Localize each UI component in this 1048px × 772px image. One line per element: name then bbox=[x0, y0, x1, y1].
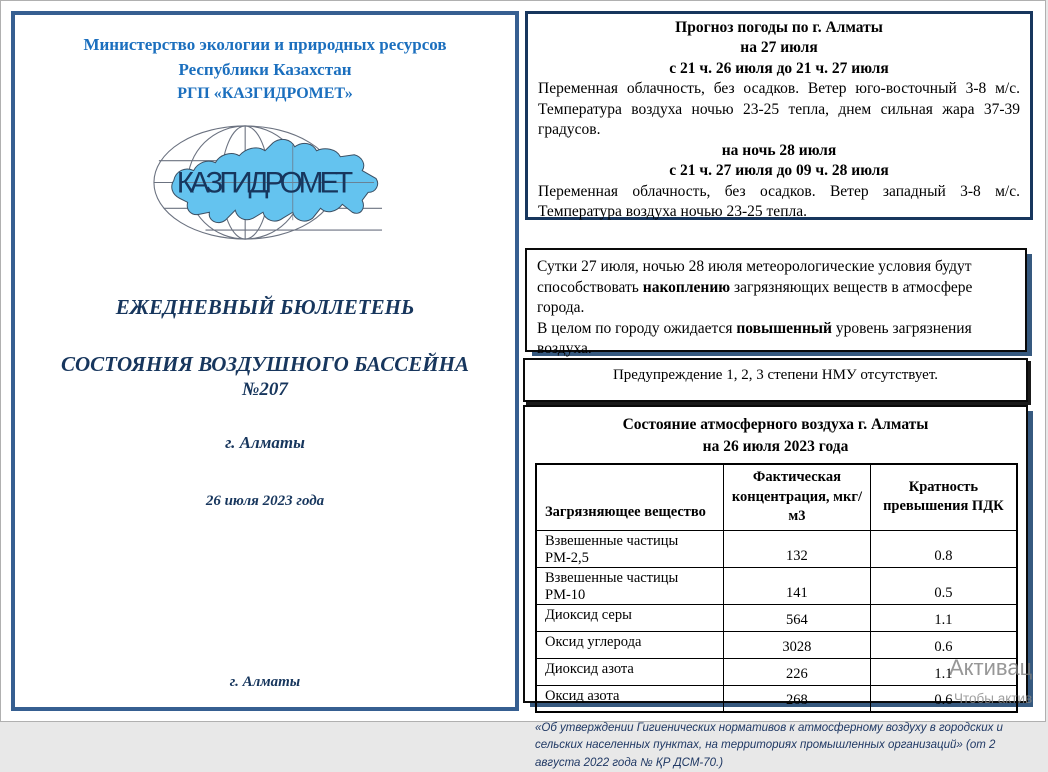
table-header-row bbox=[536, 464, 1017, 530]
meteo-p2-text-end: уровень загрязнения воздуха. bbox=[537, 319, 972, 358]
header-exceedance: Кратность превышения ПДК bbox=[870, 464, 1017, 530]
forecast-body-day: Переменная облачность, без осадков. Ветер юго-восточный 3-8 м/с. Температура воздуха ночью 23-25 тепла, днем сильная жара 37-39 градусов. bbox=[538, 80, 1020, 139]
air-quality-title-line1: Состояние атмосферного воздуха г. Алматы bbox=[622, 416, 929, 433]
exceedance-value: 0.5 bbox=[870, 567, 1017, 604]
bulletin-city: г. Алматы bbox=[225, 432, 305, 452]
meteo-conditions-box bbox=[525, 248, 1027, 358]
meteo-p1-emphasis: накоплению bbox=[642, 278, 731, 296]
air-quality-title-line2: на 26 июля 2023 года bbox=[702, 438, 849, 455]
air-quality-box bbox=[523, 405, 1028, 769]
bulletin-date: 26 июля 2023 года bbox=[205, 492, 325, 509]
meteo-p2-text: В целом по городу ожидается bbox=[537, 319, 737, 337]
regulation-footnote: «Об утверждении Гигиенических нормативов к атмосферному воздуху в городских и сельских населенных пунктах, на территориях промышленных организаций» (от 2 августа 2022 года № ҚР ДСМ-70.) bbox=[535, 722, 1003, 769]
globe-map-icon bbox=[146, 121, 384, 245]
nmu-warning-box bbox=[523, 358, 1028, 402]
substance-name: Оксид углерода bbox=[536, 631, 724, 658]
ministry-header bbox=[15, 33, 515, 105]
substance-name: Диоксид серы bbox=[536, 604, 724, 631]
concentration-value: 132 bbox=[724, 530, 871, 567]
meteo-p1-text-end: загрязняющих веществ в атмосфере города. bbox=[537, 278, 973, 317]
meteo-paragraph-2 bbox=[537, 319, 1015, 360]
air-quality-title bbox=[525, 407, 1026, 458]
logo-text: КАЗГИДРОМЕТ bbox=[176, 166, 354, 200]
weather-forecast-box bbox=[525, 11, 1033, 220]
substance-name: Оксид азота bbox=[536, 685, 724, 712]
table-row bbox=[536, 567, 1017, 604]
forecast-subtitle-line1: на ночь 28 июля bbox=[721, 141, 837, 159]
concentration-value: 226 bbox=[724, 658, 871, 685]
bulletin-title: ЕЖЕДНЕВНЫЙ БЮЛЛЕТЕНЬ bbox=[115, 295, 415, 320]
concentration-value: 268 bbox=[724, 685, 871, 712]
forecast-title-line2: на 27 июля bbox=[740, 39, 818, 57]
table-row bbox=[536, 685, 1017, 712]
bulletin-number: №207 bbox=[242, 379, 288, 401]
exceedance-value: 1.1 bbox=[870, 604, 1017, 631]
exceedance-value: 0.6 bbox=[870, 685, 1017, 712]
kazhydromet-logo bbox=[146, 121, 384, 250]
header-substance: Загрязняющее вещество bbox=[536, 464, 724, 530]
meteo-p1-text: Сутки 27 июля, ночью 28 июля метеорологические условия будут способствовать bbox=[537, 258, 972, 296]
substance-name: Взвешенные частицы РМ-2,5 bbox=[536, 530, 724, 567]
table-row bbox=[536, 658, 1017, 685]
forecast-body-night: Переменная облачность, без осадков. Ветер западный 3-8 м/с. Температура воздуха ночью 23-25 тепла. bbox=[538, 182, 1020, 221]
forecast-subtitle-line2: с 21 ч. 27 июля до 09 ч. 28 июля bbox=[669, 162, 889, 180]
table-row bbox=[536, 530, 1017, 567]
table-row bbox=[536, 604, 1017, 631]
forecast-title-line3: с 21 ч. 26 июля до 21 ч. 27 июля bbox=[669, 59, 889, 77]
pollutants-table bbox=[535, 463, 1018, 713]
ministry-line-2: Республики Казахстан bbox=[178, 59, 352, 79]
table-row bbox=[536, 631, 1017, 658]
left-panel bbox=[11, 11, 519, 711]
substance-name: Диоксид азота bbox=[536, 658, 724, 685]
concentration-value: 141 bbox=[724, 567, 871, 604]
nmu-warning-text: Предупреждение 1, 2, 3 степени НМУ отсутствует. bbox=[612, 367, 939, 383]
exceedance-value: 0.8 bbox=[870, 530, 1017, 567]
bulletin-subtitle bbox=[15, 351, 515, 403]
concentration-value: 3028 bbox=[724, 631, 871, 658]
footer-city: г. Алматы bbox=[229, 674, 301, 690]
windows-activation-watermark-line2: Чтобы актив bbox=[954, 691, 1033, 706]
ministry-line-1: Министерство экологии и природных ресурсов bbox=[83, 35, 447, 54]
exceedance-value: 1.1 bbox=[870, 658, 1017, 685]
forecast-title-line1: Прогноз погоды по г. Алматы bbox=[675, 19, 883, 36]
substance-name: Взвешенные частицы РМ-10 bbox=[536, 567, 724, 604]
header-concentration: Фактическая концентрация, мкг/м3 bbox=[724, 464, 871, 530]
exceedance-value: 0.6 bbox=[870, 631, 1017, 658]
organization-name: РГП «КАЗГИДРОМЕТ» bbox=[177, 85, 353, 103]
windows-activation-watermark-line1: Активац bbox=[949, 655, 1033, 680]
bulletin-subtitle-line: СОСТОЯНИЯ ВОЗДУШНОГО БАССЕЙНА bbox=[61, 351, 469, 376]
concentration-value: 564 bbox=[724, 604, 871, 631]
meteo-p2-emphasis: повышенный bbox=[736, 319, 832, 337]
meteo-paragraph-1 bbox=[537, 257, 1015, 319]
